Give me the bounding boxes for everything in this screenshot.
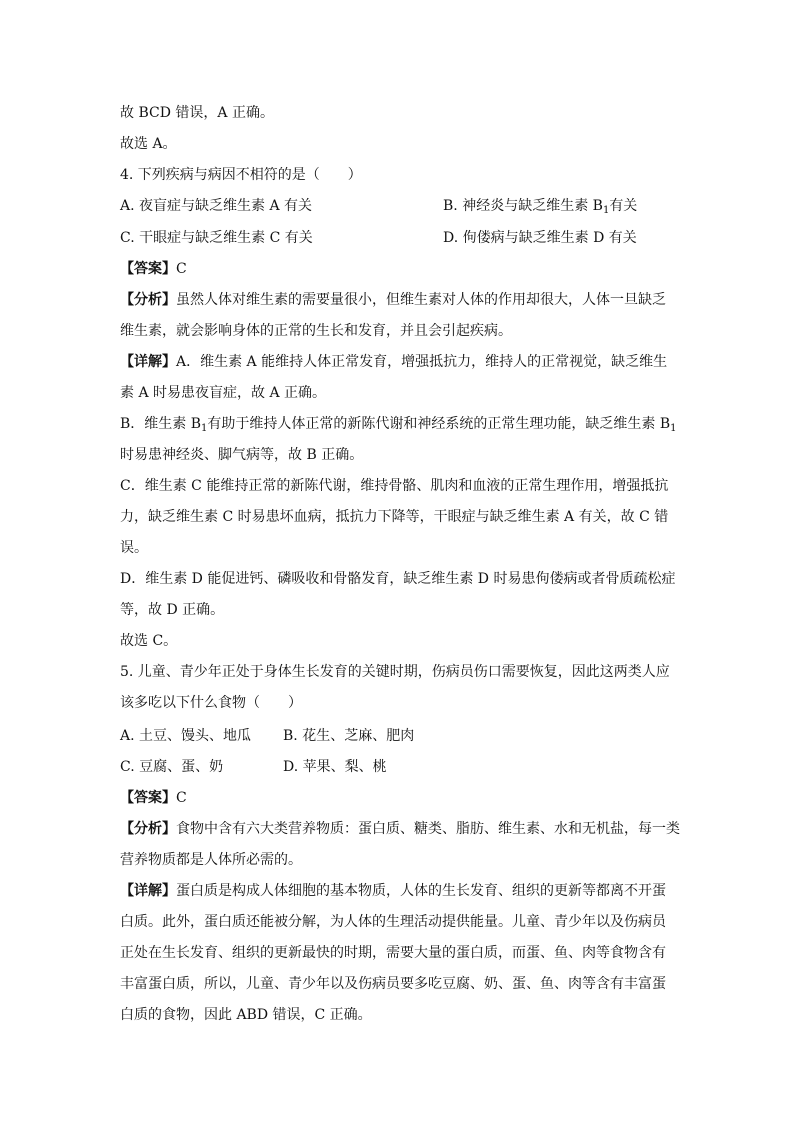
question-4-selection: 故选 C。 <box>120 633 178 649</box>
question-5-detail-line: 丰富蛋白质，所以，儿童、青少年以及伤病员要多吃豆腐、奶、蛋、鱼、肉等含有丰富蛋 <box>120 976 666 992</box>
question-5-option-a: A. 土豆、馒头、地瓜 <box>120 728 252 744</box>
question-4-detail-line: 等，故 D 正确。 <box>120 602 225 618</box>
question-4-option-a: A. 夜盲症与缺乏维生素 A 有关 <box>120 198 313 214</box>
question-4-detail-line: 误。 <box>120 540 148 556</box>
question-4-stem: 4. 下列疾病与病因不相符的是（ ） <box>120 167 362 183</box>
prev-selection: 故选 A。 <box>120 136 177 152</box>
question-5-detail-line: 白质。此外，蛋白质还能被分解，为人体的生理活动提供能量。儿童、青少年以及伤病员 <box>120 914 666 930</box>
question-4-analysis: 【分析】虽然人体对维生素的需要量很小，但维生素对人体的作用却很大，人体一旦缺乏 <box>120 292 666 308</box>
question-4-option-b: B. 神经炎与缺乏维生素 $B_1$有关 <box>443 198 638 216</box>
question-5-option-b: B. 花生、芝麻、肥肉 <box>283 728 415 744</box>
question-4-detail-line: 时易患神经炎、脚气病等，故 B 正确。 <box>120 447 364 463</box>
question-5-analysis-cont: 营养物质都是人体所必需的。 <box>120 852 302 868</box>
question-5-stem: 5. 儿童、青少年正处于身体生长发育的关键时期，伤病员伤口需要恢复，因此这两类人应 <box>120 664 670 680</box>
prev-conclusion: 故 BCD 错误，A 正确。 <box>120 105 274 121</box>
question-4-detail: 【详解】A．维生素 A 能维持人体正常发育，增强抵抗力，维持人的正常视觉，缺乏维生 <box>120 354 668 370</box>
question-4-detail-line: D．维生素 D 能促进钙、磷吸收和骨骼发育，缺乏维生素 D 时易患佝偻病或者骨质疏松症 <box>120 571 676 587</box>
question-5-stem-cont: 该多吃以下什么食物（ ） <box>120 695 302 711</box>
question-4-analysis-cont: 维生素，就会影响身体的正常的生长和发育，并且会引起疾病。 <box>120 323 512 339</box>
question-4-detail-line: C．维生素 C 能维持正常的新陈代谢，维持骨骼、肌肉和血液的正常生理作用，增强抵抗 <box>120 478 669 494</box>
question-5-option-c: C. 豆腐、蛋、奶 <box>120 759 224 775</box>
question-5-detail-line: 白质的食物，因此 ABD 错误，C 正确。 <box>120 1007 372 1023</box>
question-5-detail: 【详解】蛋白质是构成人体细胞的基本物质，人体的生长发育、组织的更新等都离不开蛋 <box>120 883 666 899</box>
question-4-option-d: D. 佝偻病与缺乏维生素 D 有关 <box>443 230 637 246</box>
question-4-option-c: C. 干眼症与缺乏维生素 C 有关 <box>120 230 313 246</box>
question-4-detail-line: 素 A 时易患夜盲症，故 A 正确。 <box>120 385 327 401</box>
question-5-detail-line: 正处在生长发育、组织的更新最快的时期，需要大量的蛋白质，而蛋、鱼、肉等食物含有 <box>120 945 666 961</box>
question-4-answer: 【答案】C <box>120 261 187 277</box>
question-5-analysis: 【分析】食物中含有六大类营养物质：蛋白质、糖类、脂肪、维生素、水和无机盐，每一类 <box>120 821 680 837</box>
question-5-answer: 【答案】C <box>120 790 187 806</box>
question-4-detail-line: B．维生素 $B_1$有助于维持人体正常的新陈代谢和神经系统的正常生理功能，缺乏维生素 $B_1$ <box>120 416 677 434</box>
question-5-option-d: D. 苹果、梨、桃 <box>283 759 387 775</box>
question-4-detail-line: 力，缺乏维生素 C 时易患坏血病，抵抗力下降等，干眼症与缺乏维生素 A 有关，故 C 错 <box>120 509 669 525</box>
